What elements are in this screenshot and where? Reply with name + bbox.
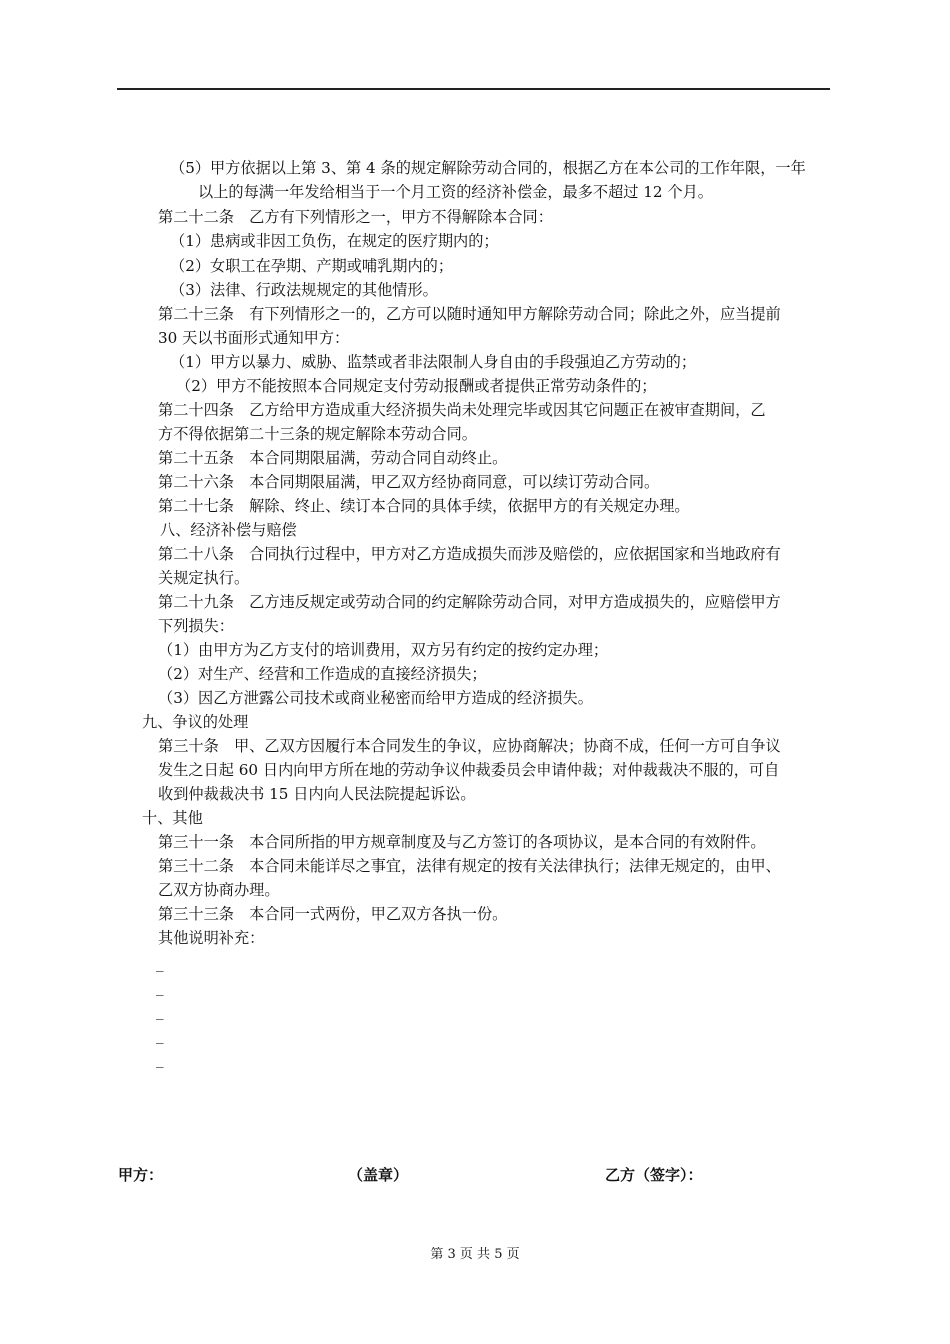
clause-23-item-1: （1）甲方以暴力、威胁、监禁或者非法限制人身自由的手段强迫乙方劳动的； bbox=[170, 353, 697, 371]
clause-24-cont: 方不得依据第二十三条的规定解除本劳动合同。 bbox=[158, 425, 477, 443]
clause-29-cont: 下列损失： bbox=[158, 617, 234, 635]
clause-30-cont-1: 发生之日起 60 日内向甲方所在地的劳动争议仲裁委员会申请仲裁；对仲裁裁决不服的，可自 bbox=[158, 761, 780, 779]
blank-line: _ bbox=[156, 1050, 164, 1068]
party-a-label: 甲方： bbox=[118, 1166, 164, 1184]
clause-25: 第二十五条 本合同期限届满，劳动合同自动终止。 bbox=[158, 449, 508, 467]
clause-27: 第二十七条 解除、终止、续订本合同的具体手续，依据甲方的有关规定办理。 bbox=[158, 497, 690, 515]
clause-22-item-2: （2）女职工在孕期、产期或哺乳期内的； bbox=[170, 257, 454, 275]
clause-26: 第二十六条 本合同期限届满，甲乙双方经协商同意，可以续订劳动合同。 bbox=[158, 473, 660, 491]
page-number: 第 3 页 共 5 页 bbox=[430, 1247, 520, 1262]
clause-28: 第二十八条 合同执行过程中，甲方对乙方造成损失而涉及赔偿的，应依据国家和当地政府有 bbox=[158, 545, 781, 563]
clause-23: 第二十三条 有下列情形之一的，乙方可以随时通知甲方解除劳动合同；除此之外，应当提前 bbox=[158, 305, 781, 323]
blank-line: _ bbox=[156, 978, 164, 996]
clause-23-cont: 30 天以书面形式通知甲方： bbox=[158, 329, 350, 347]
seal-label: （盖章） bbox=[348, 1166, 409, 1184]
section-10-heading: 十、其他 bbox=[142, 809, 203, 827]
blank-line: _ bbox=[156, 1026, 164, 1044]
clause-31: 第三十一条 本合同所指的甲方规章制度及与乙方签订的各项协议，是本合同的有效附件。 bbox=[158, 833, 766, 851]
blank-line: _ bbox=[156, 1002, 164, 1020]
clause-21-item-5: （5）甲方依据以上第 3、第 4 条的规定解除劳动合同的，根据乙方在本公司的工作年限，一年 bbox=[170, 159, 806, 177]
clause-21-item-5-cont: 以上的每满一年发给相当于一个月工资的经济补偿金，最多不超过 12 个月。 bbox=[198, 183, 713, 201]
clause-29-item-3: （3）因乙方泄露公司技术或商业秘密而给甲方造成的经济损失。 bbox=[158, 689, 593, 707]
party-b-label: 乙方（签字）： bbox=[605, 1166, 703, 1184]
clause-33: 第三十三条 本合同一式两份，甲乙双方各执一份。 bbox=[158, 905, 508, 923]
clause-29-item-2: （2）对生产、经营和工作造成的直接经济损失； bbox=[158, 665, 487, 683]
section-9-heading: 九、争议的处理 bbox=[142, 713, 249, 731]
clause-30-cont-2: 收到仲裁裁决书 15 日内向人民法院提起诉讼。 bbox=[158, 785, 476, 803]
clause-22: 第二十二条 乙方有下列情形之一，甲方不得解除本合同： bbox=[158, 208, 553, 226]
clause-23-item-2: （2）甲方不能按照本合同规定支付劳动报酬或者提供正常劳动条件的； bbox=[176, 377, 657, 395]
clause-22-item-3: （3）法律、行政法规规定的其他情形。 bbox=[170, 281, 438, 299]
clause-30: 第三十条 甲、乙双方因履行本合同发生的争议，应协商解决；协商不成，任何一方可自争议 bbox=[158, 737, 781, 755]
blank-line: _ bbox=[156, 954, 164, 972]
clause-24: 第二十四条 乙方给甲方造成重大经济损失尚未处理完毕或因其它问题正在被审查期间，乙 bbox=[158, 401, 766, 419]
clause-29: 第二十九条 乙方违反规定或劳动合同的约定解除劳动合同，对甲方造成损失的，应赔偿甲方 bbox=[158, 593, 781, 611]
clause-32-cont: 乙双方协商办理。 bbox=[158, 881, 280, 899]
other-notes-label: 其他说明补充： bbox=[158, 929, 265, 947]
clause-29-item-1: （1）由甲方为乙方支付的培训费用，双方另有约定的按约定办理； bbox=[158, 641, 609, 659]
header-rule bbox=[117, 88, 830, 90]
clause-22-item-1: （1）患病或非因工负伤，在规定的医疗期内的； bbox=[170, 232, 499, 250]
section-8-heading: 八、经济补偿与赔偿 bbox=[160, 521, 297, 539]
clause-28-cont: 关规定执行。 bbox=[158, 569, 250, 587]
clause-32: 第三十二条 本合同未能详尽之事宜，法律有规定的按有关法律执行；法律无规定的，由甲、 bbox=[158, 857, 781, 875]
